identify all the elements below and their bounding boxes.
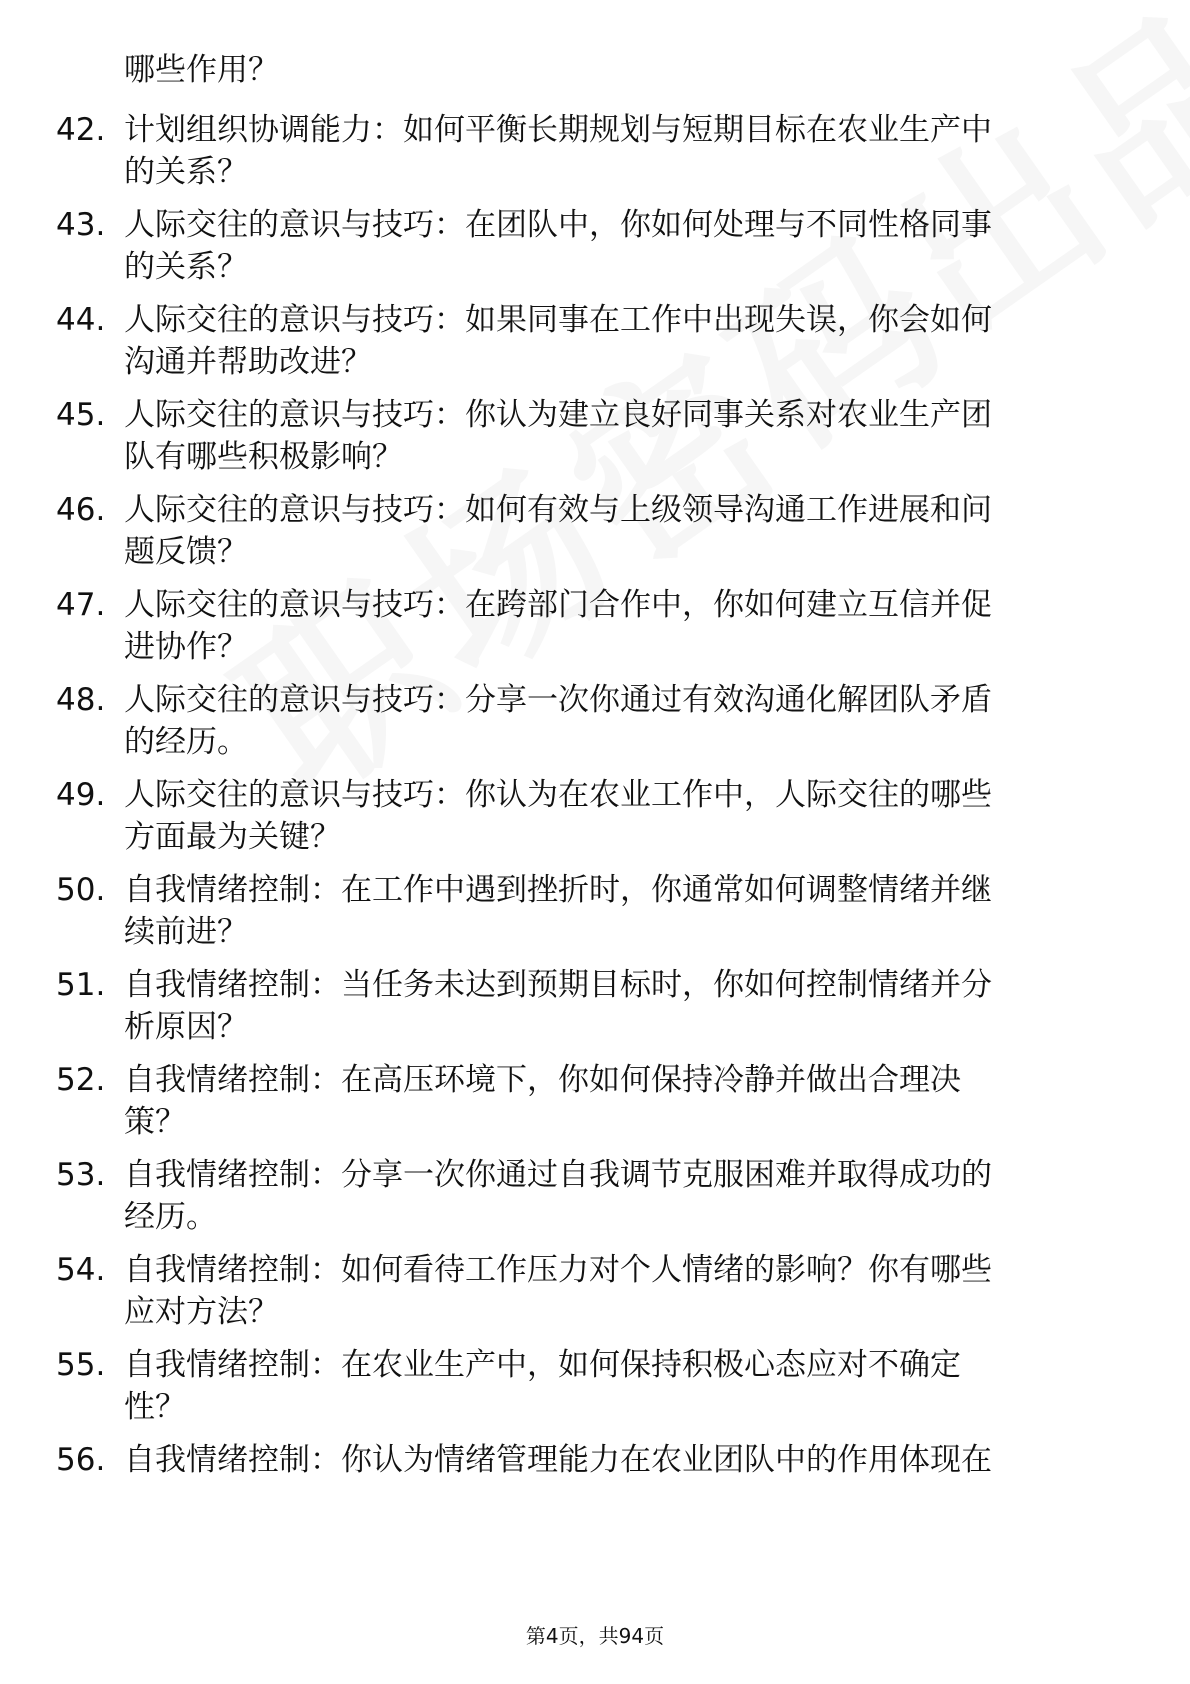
page-footer: 第4页，共94页 xyxy=(525,1624,665,1648)
list-item xyxy=(0,965,1190,1049)
question-number: 52. xyxy=(56,1062,106,1098)
list-item xyxy=(0,1060,1190,1144)
question-number: 54. xyxy=(56,1252,106,1288)
question-text-line1: 自我情绪控制：当任务未达到预期目标时，你如何控制情绪并分 xyxy=(124,967,992,1003)
question-text-line1: 人际交往的意识与技巧：分享一次你通过有效沟通化解团队矛盾 xyxy=(124,682,992,718)
question-text-line2: 的关系？ xyxy=(124,249,248,285)
question-number: 56. xyxy=(56,1442,106,1478)
list-item xyxy=(0,680,1190,764)
question-text-line2: 策？ xyxy=(124,1104,186,1140)
list-item xyxy=(0,490,1190,574)
question-text-line1: 人际交往的意识与技巧：你认为在农业工作中，人际交往的哪些 xyxy=(124,777,992,813)
question-number: 43. xyxy=(56,207,106,243)
list-item xyxy=(0,395,1190,479)
question-text-line2: 析原因？ xyxy=(124,1009,248,1045)
question-number: 53. xyxy=(56,1157,106,1193)
list-item xyxy=(0,110,1190,194)
question-text-line2: 应对方法？ xyxy=(124,1294,279,1330)
list-item xyxy=(0,585,1190,669)
question-text-line2: 方面最为关键？ xyxy=(124,819,341,855)
list-item xyxy=(0,300,1190,384)
question-number: 45. xyxy=(56,397,106,433)
question-number: 48. xyxy=(56,682,106,718)
question-text-line2: 的关系？ xyxy=(124,154,248,190)
question-number: 49. xyxy=(56,777,106,813)
question-number: 44. xyxy=(56,302,106,338)
question-text-line2: 沟通并帮助改进？ xyxy=(124,344,372,380)
question-text-line2: 队有哪些积极影响？ xyxy=(124,439,403,475)
list-item xyxy=(0,1345,1190,1429)
question-number: 47. xyxy=(56,587,106,623)
question-text-line1: 人际交往的意识与技巧：如果同事在工作中出现失误，你会如何 xyxy=(124,302,992,338)
list-item xyxy=(0,870,1190,954)
continuation-text: 哪些作用？ xyxy=(124,52,279,88)
question-text-line2: 性？ xyxy=(124,1389,186,1425)
question-text-line2: 经历。 xyxy=(124,1199,217,1235)
question-text-line2: 的经历。 xyxy=(124,724,248,760)
question-text-line2: 续前进？ xyxy=(124,914,248,950)
question-text-line1: 人际交往的意识与技巧：如何有效与上级领导沟通工作进展和问 xyxy=(124,492,992,528)
list-item xyxy=(0,775,1190,859)
question-text-line1: 人际交往的意识与技巧：在跨部门合作中，你如何建立互信并促 xyxy=(124,587,992,623)
question-text-line2: 题反馈？ xyxy=(124,534,248,570)
question-number: 46. xyxy=(56,492,106,528)
list-item xyxy=(0,1250,1190,1334)
question-text-line1: 自我情绪控制：你认为情绪管理能力在农业团队中的作用体现在 xyxy=(124,1442,992,1478)
list-item xyxy=(0,1155,1190,1239)
question-text-line1: 自我情绪控制：如何看待工作压力对个人情绪的影响？你有哪些 xyxy=(124,1252,992,1288)
question-text-line1: 人际交往的意识与技巧：你认为建立良好同事关系对农业生产团 xyxy=(124,397,992,433)
question-text-line1: 自我情绪控制：在高压环境下，你如何保持冷静并做出合理决 xyxy=(124,1062,961,1098)
question-text-line1: 自我情绪控制：在农业生产中，如何保持积极心态应对不确定 xyxy=(124,1347,961,1383)
list-item xyxy=(0,1440,1190,1524)
question-number: 42. xyxy=(56,112,106,148)
question-text-line1: 自我情绪控制：在工作中遇到挫折时，你通常如何调整情绪并继 xyxy=(124,872,992,908)
question-number: 51. xyxy=(56,967,106,1003)
question-text-line1: 计划组织协调能力：如何平衡长期规划与短期目标在农业生产中 xyxy=(124,112,992,148)
question-number: 55. xyxy=(56,1347,106,1383)
question-text-line1: 自我情绪控制：分享一次你通过自我调节克服困难并取得成功的 xyxy=(124,1157,992,1193)
list-item xyxy=(0,205,1190,289)
question-text-line1: 人际交往的意识与技巧：在团队中，你如何处理与不同性格同事 xyxy=(124,207,992,243)
question-text-line2: 进协作？ xyxy=(124,629,248,665)
question-number: 50. xyxy=(56,872,106,908)
